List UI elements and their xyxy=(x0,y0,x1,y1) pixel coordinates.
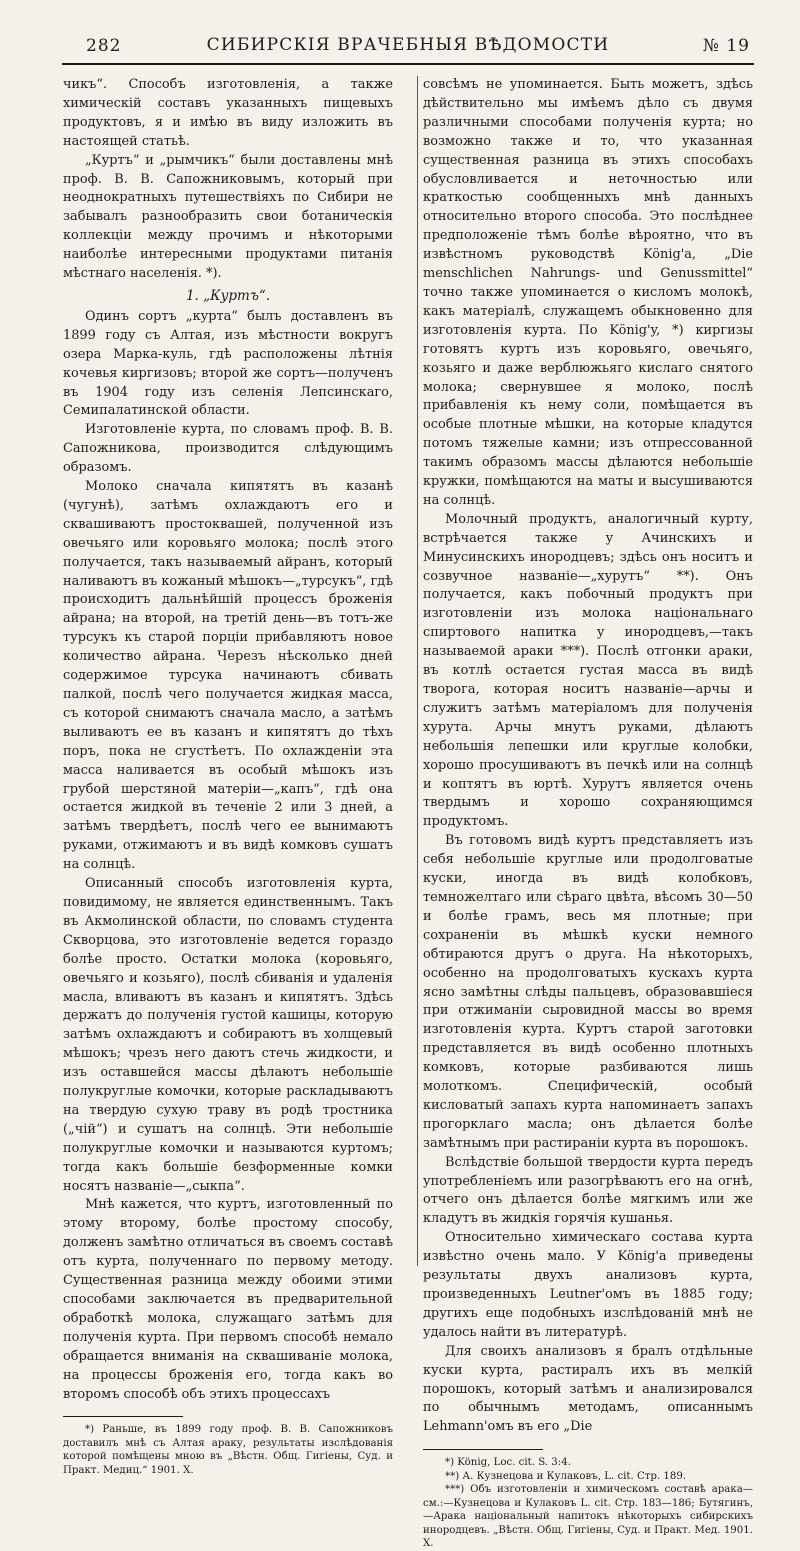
paragraph: Молоко сначала кипятятъ въ казанѣ (чугунѣ), затѣмъ охлаждаютъ его и сквашиваютъ простоквашей, полученной изъ овечьяго или коровьяго молока; послѣ этого получается, такъ называемый айранъ, который наливаютъ въ кожаный мѣшокъ—„турсукъ“, гдѣ происходитъ дальнѣйшій процессъ броженія айрана; на второй, на третій день—въ тотъ-же турсукъ къ старой порціи прибавляютъ новое количество айрана. Черезъ нѣсколько дней содержимое турсука начинаютъ сбивать палкой, послѣ чего получается жидкая масса, съ которой снимаютъ сначала масло, а затѣмъ выливаютъ ее въ казанъ и кипятятъ до тѣхъ поръ, пока не сгустѣетъ. По охлажденіи эта масса наливается въ особый мѣшокъ изъ грубой шерстяной матеріи—„капъ“, гдѣ она остается жидкой въ теченіе 2 или 3 дней, а затѣмъ твердѣетъ, послѣ чего ее вынимаютъ руками, отжимаютъ и въ видѣ комковъ сушатъ на солнцѣ. xyxy=(63,479,393,873)
section-title: 1. „Куртъ“. xyxy=(185,287,271,304)
header-rule xyxy=(62,63,754,65)
footnote: ***) Объ изготовленіи и химическомъ составѣ арака—см.:—Кузнецова и Кулаковъ L. cit. Стр. 183—186; Бутягинъ,—Арака національный напитокъ нѣкоторыхъ сибирскихъ инородцевъ. „Вѣстн. Общ. Гигіены, Суд. и Практ. Мед. 1901. X. xyxy=(423,1484,753,1550)
paragraph: „Куртъ“ и „рымчикъ“ были доставлены мнѣ проф. В. В. Сапожниковымъ, который при неоднократныхъ путешествіяхъ по Сибири не забывалъ разнообразить свои ботаническія коллекціи между прочимъ и нѣкоторыми наиболѣе интересными продуктами питанія мѣстнаго населенія. *). xyxy=(63,152,393,282)
paragraph: Въ готовомъ видѣ куртъ представляетъ изъ себя небольшіе круглые или продолговатые куски, иногда въ видѣ колобковъ, темножелтаго или сѣраго цвѣта, вѣсомъ 30—50 и болѣе грамъ, весь мя плотные; при сохраненіи въ мѣшкѣ куски немного обтираются другъ о друга. На нѣкоторыхъ, особенно на продолговатыхъ кускахъ курта ясно замѣтны слѣды пальцевъ, образовавшіеся при отжиманіи сыровидной массы во время изготовленія курта. Куртъ старой заготовки представляется въ видѣ особенно плотныхъ комковъ, которые разбиваются лишь молоткомъ. Специфическій, особый кисловатый запахъ курта напоминаетъ запахъ прогорклаго масла; онъ дѣлается болѣе замѣтнымъ при растираніи курта въ порошокъ. xyxy=(423,833,753,1151)
paragraph: Относительно химическаго состава курта извѣстно очень мало. У König'a приведены результаты двухъ анализовъ курта, произведенныхъ Leutner'омъ въ 1885 году; другихъ еще подобныхъ изслѣдованій мнѣ не удалось найти въ литературѣ. xyxy=(423,1230,753,1340)
paragraph: Описанный способъ изготовленія курта, повидимому, не является единственнымъ. Такъ въ Акмолинской области, по словамъ студента Скворцова, это изготовленіе ведется гораздо болѣе просто. Остатки молока (коровьяго, овечьяго и козьяго), послѣ сбиванія и удаленія масла, вливаютъ въ казанъ и кипятятъ. Здѣсь держатъ до полученія густой кашицы, которую затѣмъ охлаждаютъ и собираютъ въ холщевый мѣшокъ; чрезъ него даютъ стечь жидкости, и изъ оставшейся массы дѣлаютъ небольшіе полукруглые комочки, которые раскладываютъ на твердую сухую траву въ родѣ тростника („чій“) и сушатъ на солнцѣ. Эти небольшіе полукруглые комочки и называются куртомъ; тогда какъ большіе безформенные комки носятъ названіе—„сыкпа“. xyxy=(63,876,393,1194)
left-column xyxy=(63,76,393,1477)
paragraph: Вслѣдствіе большой твердости курта передъ употребленіемъ или разогрѣваютъ его на огнѣ, отчего онъ дѣлается болѣе мягкимъ или же кладутъ въ жидкія горячія кушанья. xyxy=(423,1154,753,1227)
journal-title: СИБИРСКІЯ ВРАЧЕБНЫЯ ВѢДОМОСТИ xyxy=(206,35,610,55)
paragraph: Мнѣ кажется, что куртъ, изготовленный по этому второму, болѣе простому способу, долженъ замѣтно отличаться въ своемъ составѣ отъ курта, полученнаго по первому методу. Существенная разница между обоими этими способами заключается въ предварительной обработкѣ молока, служащаго затѣмъ для полученія курта. При первомъ способѣ немало обращается вниманія на сквашиваніе молока, на процессы броженія его, тогда какъ во второмъ способѣ объ этихъ процессахъ xyxy=(63,1197,393,1402)
paragraph: Изготовленіе курта, по словамъ проф. В. В. Сапожникова, производится слѣдующимъ образомъ. xyxy=(63,422,393,476)
footnote: *) Раньше, въ 1899 году проф. В. В. Сапожниковъ доставилъ мнѣ съ Алтая араку, результаты изслѣдованія которой помѣщены мною въ „Вѣстн. Общ. Гигіены, Суд. и Практ. Медиц.“ 1901. X. xyxy=(63,1424,393,1476)
paragraph: Одинъ сортъ „курта“ былъ доставленъ въ 1899 году съ Алтая, изъ мѣстности вокругъ озера Марка-куль, гдѣ расположены лѣтнія кочевья киргизовъ; второй же сортъ—полученъ въ 1904 году изъ селенія Лепсинскаго, Семипалатинской области. xyxy=(63,308,393,419)
page-number: 282 xyxy=(86,36,122,56)
footnote: *) König, Loc. cit. S. 3:4. xyxy=(445,1457,571,1469)
footnote-rule xyxy=(63,1416,183,1417)
right-column xyxy=(423,76,753,1551)
footnote: **) А. Кузнецова и Кулаковъ, L. cit. Стр. 189. xyxy=(445,1470,687,1482)
paragraph: чикъ“. Способъ изготовленія, а также химическій составъ указанныхъ пищевыхъ продуктовъ, я и имѣю въ виду изложить въ настоящей статьѣ. xyxy=(63,77,393,149)
footnote-rule xyxy=(423,1449,543,1450)
column-divider xyxy=(417,76,418,1266)
paragraph: Для своихъ анализовъ я бралъ отдѣльные куски курта, растиралъ ихъ въ мелкій порошокъ, который затѣмъ и анализировался по обычнымъ методамъ, описаннымъ Lehmann'омъ въ его „Die xyxy=(423,1343,753,1435)
paragraph: Молочный продуктъ, аналогичный курту, встрѣчается также у Ачинскихъ и Минусинскихъ инородцевъ; здѣсь онъ носитъ и созвучное названіе—„хурутъ“ **). Онъ получается, какъ побочный продуктъ при изготовленіи изъ молока національнаго спиртового напитка у инородцевъ,—такъ называемой араки ***). Послѣ отгонки араки, въ котлѣ остается густая масса въ видѣ творога, которая носитъ названіе—арчы и служитъ затѣмъ матеріаломъ для полученія хурута. Арчы мнутъ руками, дѣлаютъ небольшія лепешки или круглые колобки, хорошо просушиваютъ въ печкѣ или на солнцѣ и коптятъ въ юртѣ. Хурутъ является очень твердымъ и хорошо сохраняющимся продуктомъ. xyxy=(423,511,753,830)
page-header xyxy=(62,30,754,58)
issue-number: № 19 xyxy=(702,36,750,56)
paragraph: совсѣмъ не упоминается. Быть можетъ, здѣсь дѣйствительно мы имѣемъ дѣло съ двумя различными способами полученія курта; но возможно также и то, что указанная существенная разница въ этихъ способахъ обусловливается и неточностью или краткостью сообщенныхъ мнѣ данныхъ относительно второго способа. Это послѣднее предположеніе тѣмъ болѣе вѣроятно, что въ извѣстномъ руководствѣ König'a, „Die menschlichen Nahrungs- und Genussmittel“ точно также упоминается о кисломъ молокѣ, какъ матеріалѣ, служащемъ обыкновенно для изготовленія курта. По König'y, *) киргизы готовятъ куртъ изъ коровьяго, овечьяго, козьяго и даже верблюжьяго кислаго снятого молока; свернувшее я молоко, послѣ прибавленія къ нему соли, помѣщается въ особые плотные мѣшки, на которые кладутся потомъ тяжелые камни; изъ отпрессованной такимъ образомъ массы дѣлаются небольшіе кружки, помѣщаются на маты и высушиваются на солнцѣ. xyxy=(423,77,753,508)
